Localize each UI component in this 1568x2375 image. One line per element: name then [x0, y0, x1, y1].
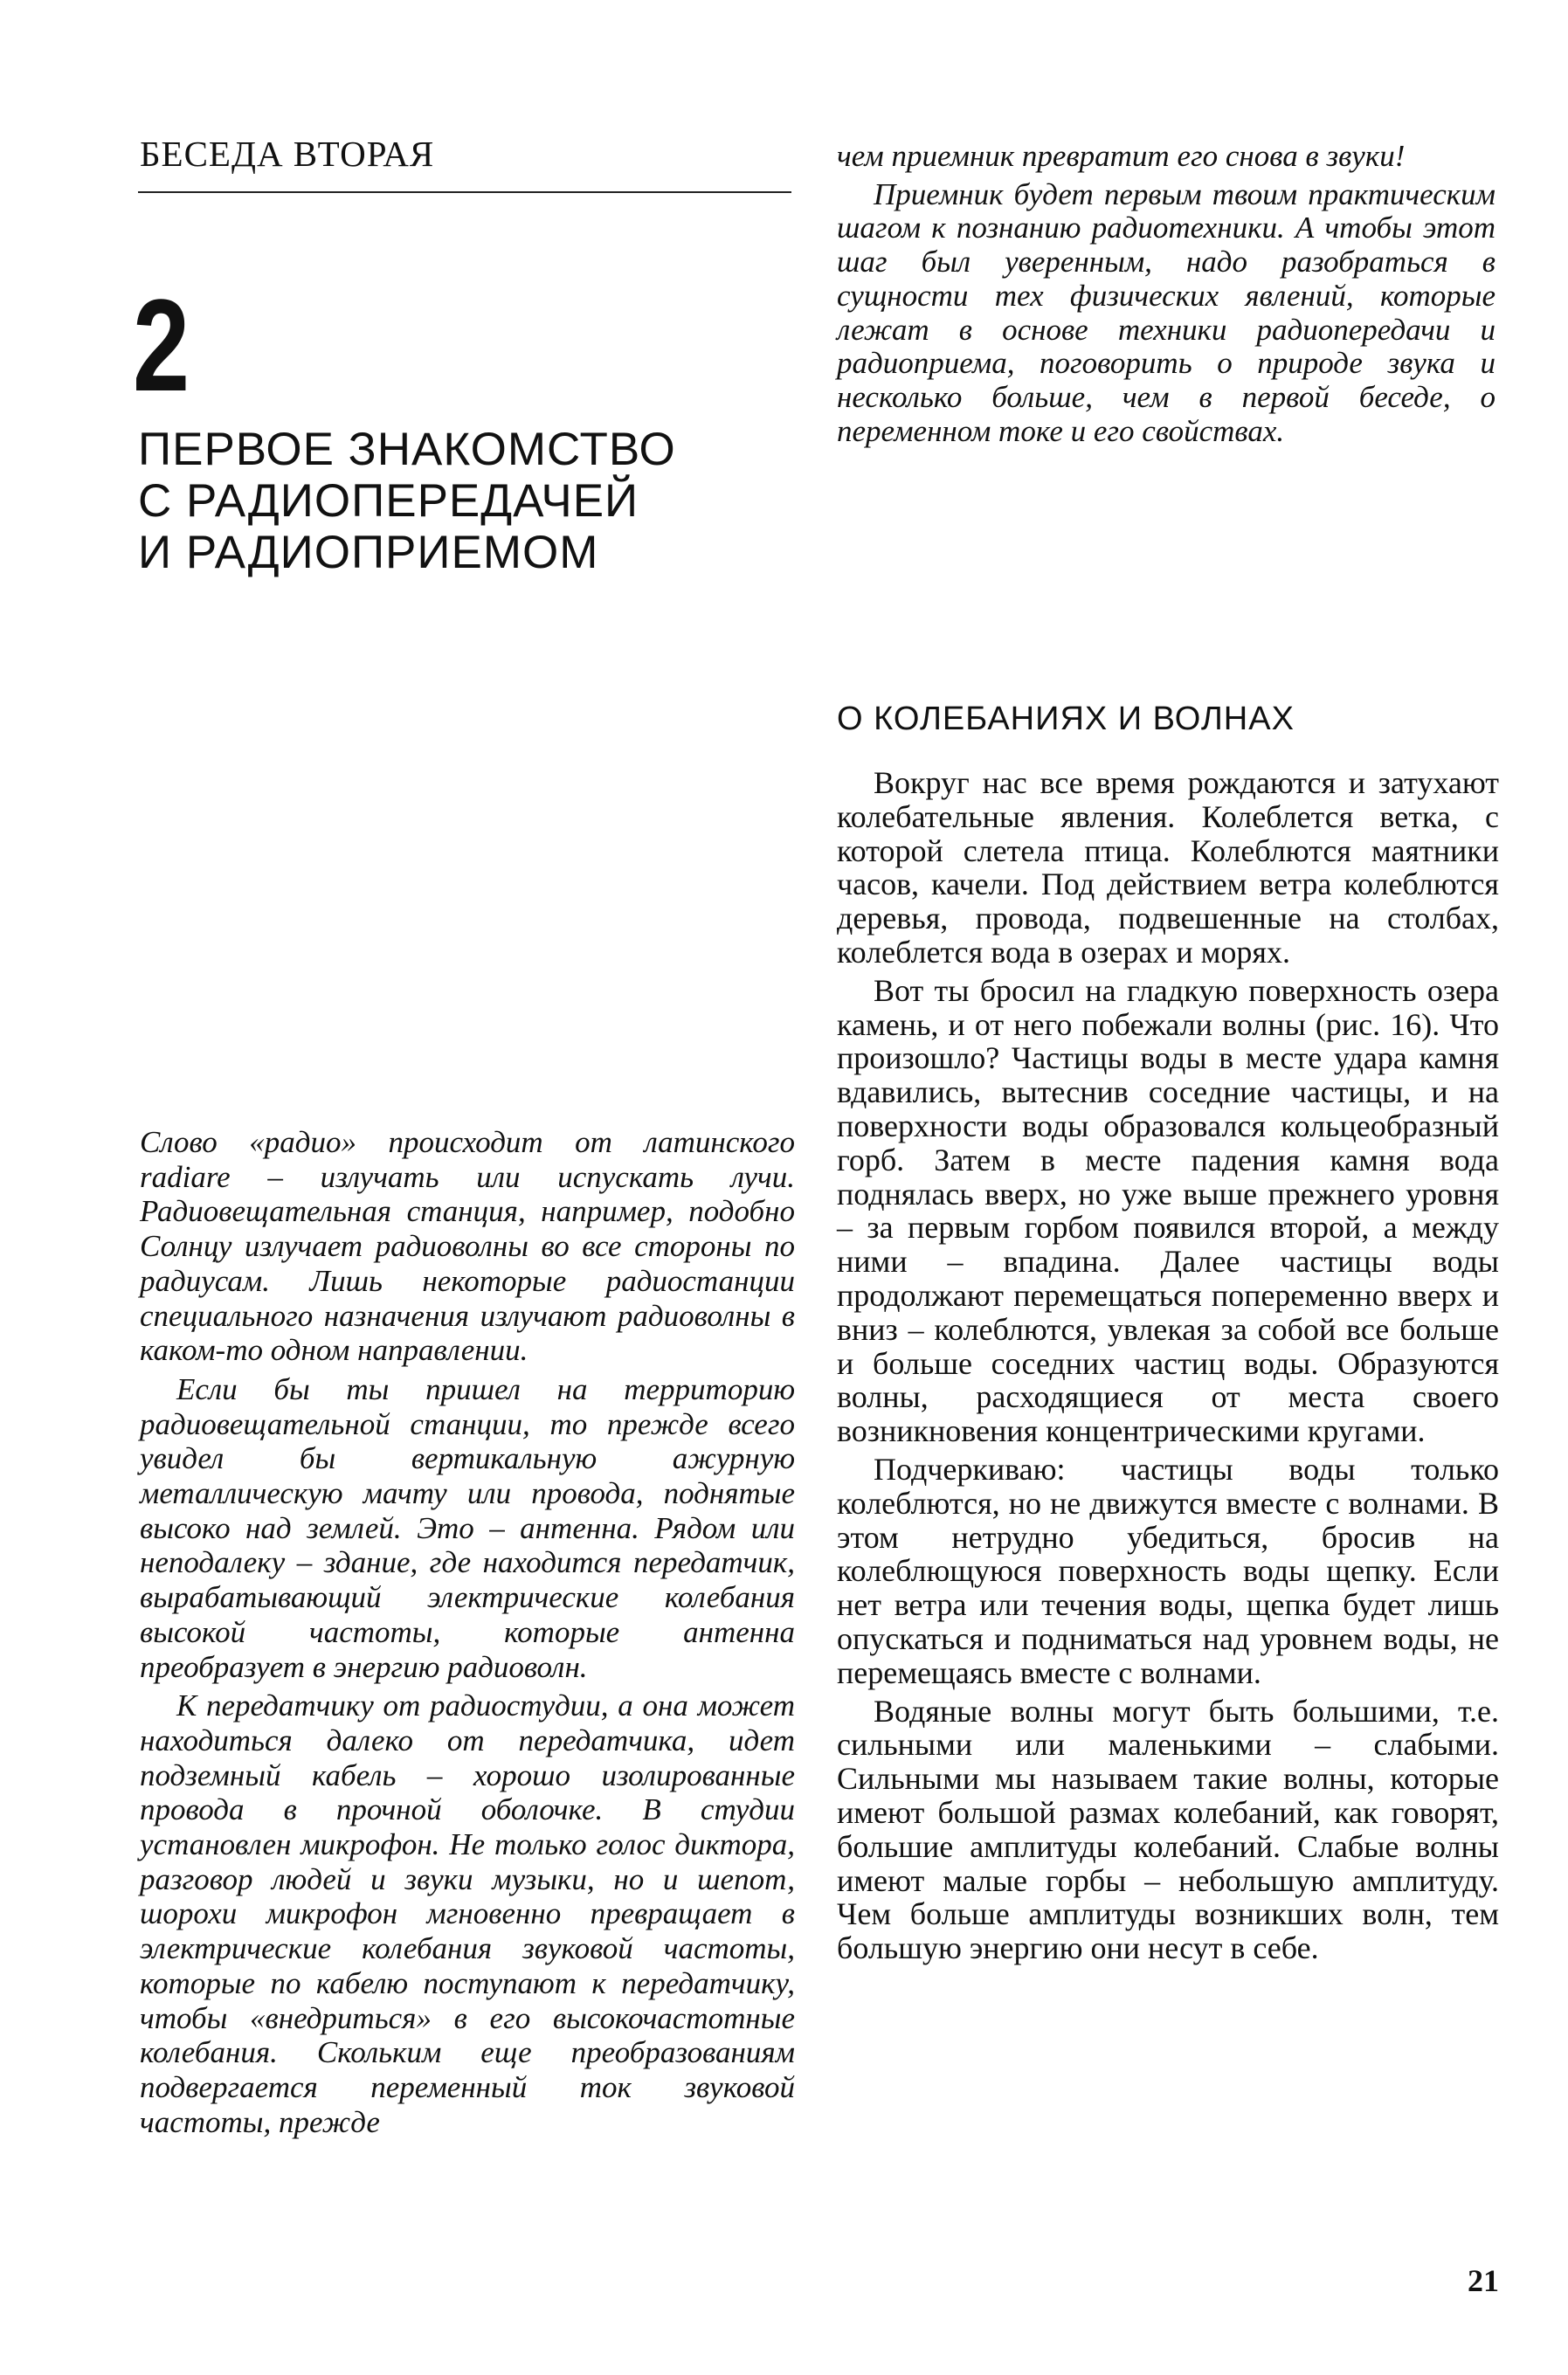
section-heading: О КОЛЕБАНИЯХ И ВОЛНАХ	[837, 701, 1295, 737]
chapter-title-line: ПЕРВОЕ ЗНАКОМСТВО	[138, 424, 676, 475]
right-column-text	[837, 766, 1499, 1970]
intro-paragraph: Приемник будет первым твоим практическим шагом к познанию радиотехники. А чтобы этот шаг был уверенным, надо разобраться в сущности тех физических явлений, которые лежат в основе техники радиопередачи и радиоприема, поговорить о природе звука и несколько больше, чем в первой беседе, о переменном токе и его свойствах.	[837, 176, 1495, 448]
chapter-title-line: С РАДИОПЕРЕДАЧЕЙ	[138, 475, 639, 527]
chapter-title	[138, 424, 676, 578]
page-number: 21	[1468, 2263, 1499, 2298]
chapter-title-line: И РАДИОПРИЕМОМ	[138, 527, 599, 578]
left-paragraph: К передатчику от радиостудии, а она может находиться далеко от передатчика, идет подземный кабель – хорошо изолированные провода в прочной оболочке. В студии установлен микрофон. Не только голос диктора, разговор людей и звуки музыки, но и шепот, шорохи микрофон мгновенно превращает в электрические колебания звуковой частоты, которые по кабелю поступают к передатчику, чтобы «внедриться» в его высокочастотные колебания. Скольким еще преобразованиям подвергается переменный ток звуковой частоты, прежде	[140, 1688, 795, 2139]
chapter-number: 2	[133, 272, 190, 418]
left-paragraph: Слово «радио» происходит от латинского radiare – излучать или испускать лучи. Радиовещательная станция, например, подобно Солнцу излучает радиоволны во все стороны по радиусам. Лишь некоторые радиостанции специального назначения излучают радиоволны в каком-то одном направлении.	[140, 1125, 795, 1368]
section-label: БЕСЕДА ВТОРАЯ	[140, 134, 435, 174]
body-paragraph: Водяные волны могут быть большими, т.е. сильными или маленькими – слабыми. Сильными мы называем такие волны, которые имеют большой размах колебаний, как говорят, большие амплитуды колебаний. Слабые волны имеют малые горбы – небольшую амплитуду. Чем больше амплитуды возникших волн, тем большую энергию они несут в себе.	[837, 1693, 1499, 1966]
intro-paragraph: чем приемник превратит его снова в звуки!	[837, 139, 1406, 173]
body-paragraph: Вот ты бросил на гладкую поверхность озера камень, и от него побежали волны (рис. 16). Что произошло? Частицы воды в месте удара камня вдавились, вытеснив соседние частицы, и на поверхности воды образовался кольцеобразный горб. Затем в месте падения камня вода поднялась вверх, но уже выше прежнего уровня – за первым горбом появился второй, а между ними – впадина. Далее частицы воды продолжают перемещаться попеременно вверх и вниз – колеблются, увлекая за собой все больше и больше соседних частиц воды. Образуются волны, расходящиеся от места своего возникновения концентрическими кругами.	[837, 972, 1499, 1449]
intro-text	[837, 140, 1495, 452]
left-paragraph: Если бы ты пришел на территорию радиовещательной станции, то прежде всего увидел бы вертикальную ажурную металлическую мачту или провода, поднятые высоко над землей. Это – антенна. Рядом или неподалеку – здание, где находится передатчик, вырабатывающий электрические колебания высокой частоты, которые антенна преобразует в энергию радиоволн.	[140, 1371, 795, 1684]
body-paragraph: Вокруг нас все время рождаются и затухают колебательные явления. Колеблется ветка, с которой слетела птица. Колеблются маятники часов, качели. Под действием ветра колеблются деревья, провода, подвешенные на столбах, колеблется вода в озерах и морях.	[837, 765, 1499, 970]
left-column-text	[140, 1125, 795, 2144]
body-paragraph: Подчеркиваю: частицы воды только колеблются, но не движутся вместе с волнами. В этом нетрудно убедиться, бросив на колеблющуюся поверхность воды щепку. Если нет ветра или течения воды, щепка будет лишь опускаться и подниматься над уровнем воды, не перемещаясь вместе с волнами.	[837, 1451, 1499, 1690]
header-rule	[138, 191, 791, 193]
